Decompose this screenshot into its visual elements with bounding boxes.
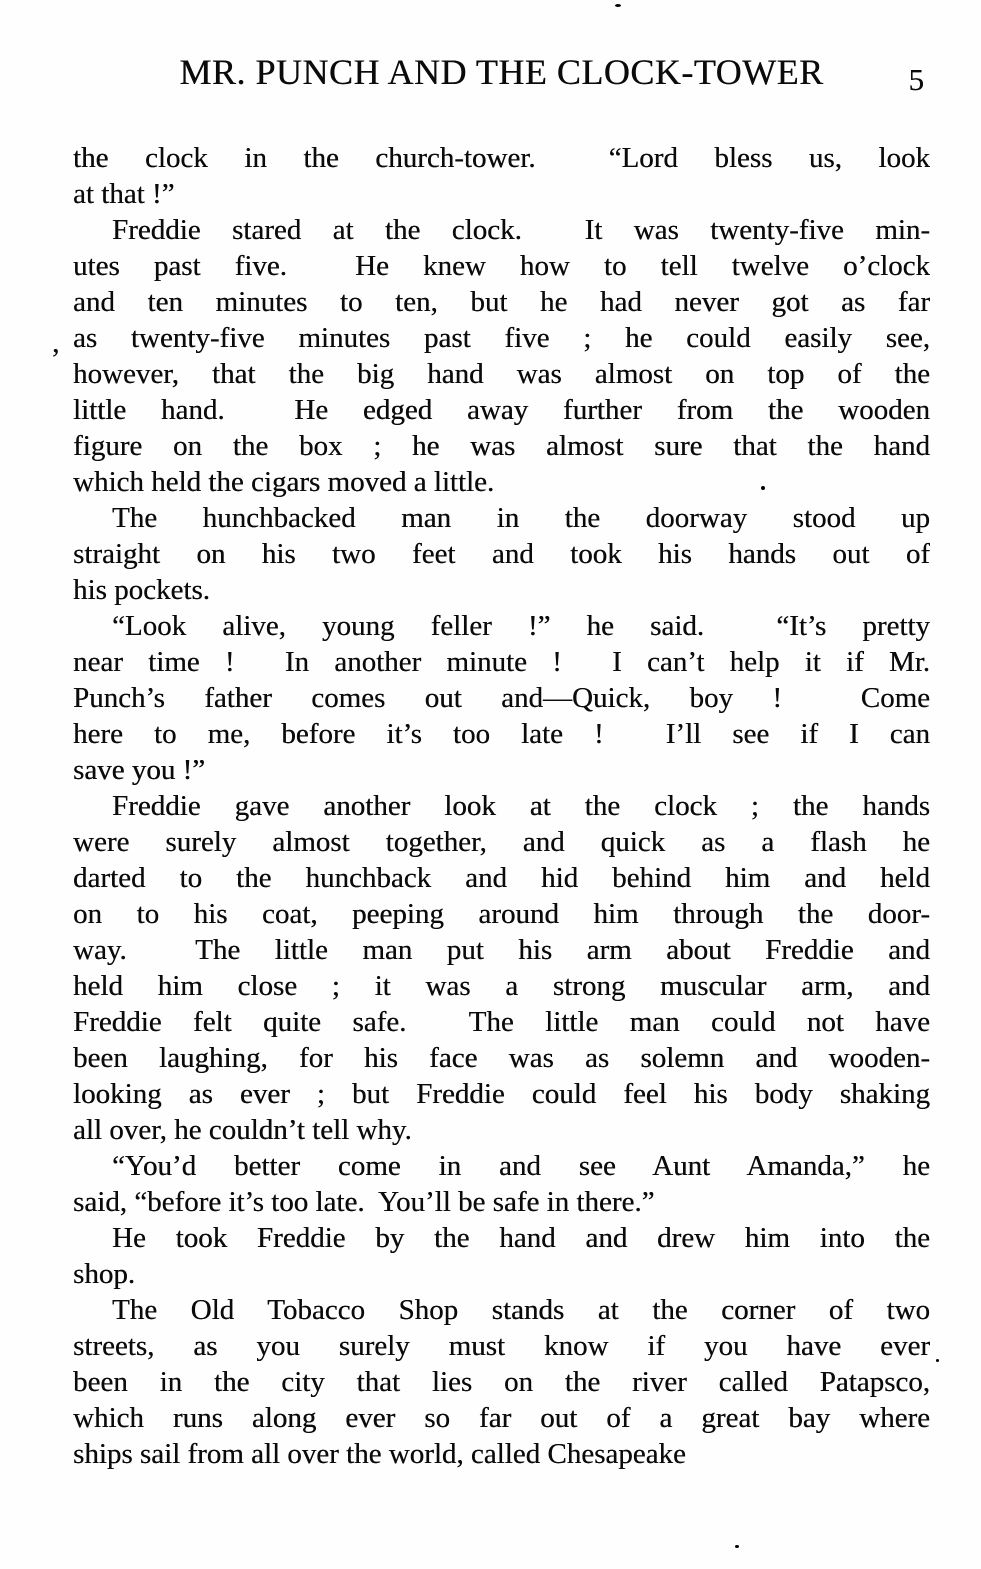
text-line: ships sail from all over the world, called Chesapeake [73, 1438, 686, 1470]
text-line: near time ! In another minute ! I can’t help it if Mr. [73, 646, 930, 678]
text-line: as twenty-five minutes past five ; he could easily see, [73, 322, 930, 354]
text-line: Freddie stared at the clock. It was twenty-five min- [112, 214, 930, 246]
text-line: streets, as you surely must know if you have ever [73, 1330, 930, 1362]
text-line: The hunchbacked man in the doorway stood up [112, 502, 930, 534]
scan-speck [936, 1359, 939, 1362]
text-line: on to his coat, peeping around him through the door- [73, 898, 930, 930]
paragraph [73, 1292, 930, 1472]
running-head-title: MR. PUNCH AND THE CLOCK-TOWER [179, 52, 824, 92]
text-line: held him close ; it was a strong muscular arm, and [73, 970, 930, 1002]
text-line: at that !” [73, 178, 175, 210]
paragraph [73, 212, 930, 500]
text-line: The Old Tobacco Shop stands at the corner of two [112, 1294, 930, 1326]
text-line: little hand. He edged away further from the wooden [73, 394, 930, 426]
text-line: been in the city that lies on the river called Patapsco, [73, 1366, 930, 1398]
page-number: 5 [908, 62, 924, 97]
text-line: utes past five. He knew how to tell twelve o’clock [73, 250, 930, 282]
text-line: Freddie felt quite safe. The little man could not have [73, 1006, 930, 1038]
text-line: were surely almost together, and quick as a flash he [73, 826, 930, 858]
paragraph [73, 140, 930, 212]
text-line: save you !” [73, 754, 206, 786]
text-line: which held the cigars moved a little. [73, 466, 495, 498]
scan-speck [761, 486, 765, 490]
text-line: darted to the hunchback and hid behind him and held [73, 862, 930, 894]
text-line: which runs along ever so far out of a great bay where [73, 1402, 930, 1434]
text-line: been laughing, for his face was as solemn and wooden- [73, 1042, 930, 1074]
text-line: the clock in the church-tower. “Lord bless us, look [73, 142, 930, 174]
text-line: his pockets. [73, 574, 210, 606]
text-line: figure on the box ; he was almost sure that the hand [73, 430, 930, 462]
paragraph [73, 1148, 930, 1220]
text-line: however, that the big hand was almost on top of the [73, 358, 930, 390]
text-line: “You’d better come in and see Aunt Amanda,” he [112, 1150, 930, 1182]
scan-speck [735, 1545, 739, 1548]
paragraph [73, 608, 930, 788]
scan-speck [615, 4, 621, 7]
text-line: Freddie gave another look at the clock ; the hands [112, 790, 930, 822]
text-line: here to me, before it’s too late ! I’ll see if I can [73, 718, 930, 750]
page-header [73, 50, 930, 97]
text-line: way. The little man put his arm about Freddie and [73, 934, 930, 966]
scan-margin-comma-artifact: , [52, 326, 60, 359]
text-line: all over, he couldn’t tell why. [73, 1114, 412, 1146]
text-line: He took Freddie by the hand and drew him into the [112, 1222, 930, 1254]
text-line: said, “before it’s too late. You’ll be safe in there.” [73, 1186, 655, 1218]
paragraph [73, 788, 930, 1148]
text-line: and ten minutes to ten, but he had never got as far [73, 286, 930, 318]
text-line: “Look alive, young feller !” he said. “It’s pretty [112, 610, 930, 642]
paragraph [73, 1220, 930, 1292]
text-line: looking as ever ; but Freddie could feel his body shaking [73, 1078, 930, 1110]
text-line: shop. [73, 1258, 136, 1290]
text-line: straight on his two feet and took his hands out of [73, 538, 930, 570]
text-line: Punch’s father comes out and—Quick, boy ! Come [73, 682, 930, 714]
paragraph [73, 500, 930, 608]
page-body [73, 140, 930, 1472]
